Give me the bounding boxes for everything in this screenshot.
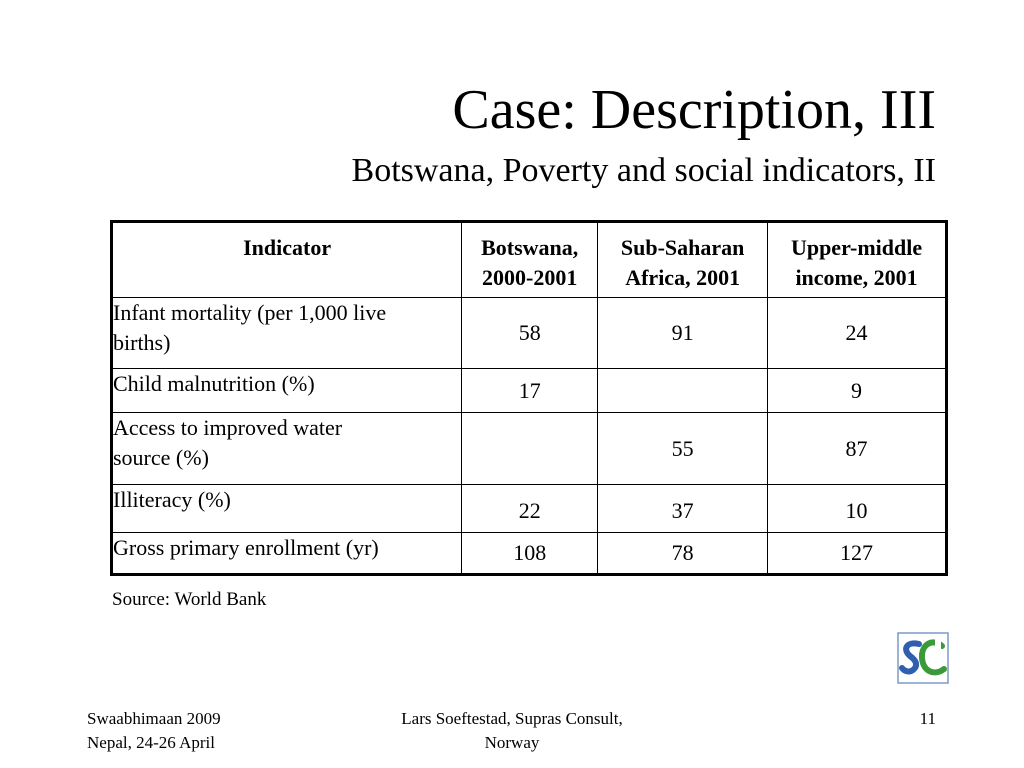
header-line: Upper-middle [790,235,923,260]
cell-upper-middle-income: 10 [768,485,947,533]
cell-upper-middle-income: 87 [768,413,947,485]
indicator-label [112,533,462,575]
label-line: Child malnutrition (%) [113,371,315,396]
table-row [112,485,947,533]
footer-line: Nepal, 24-26 April [87,733,215,752]
cell-botswana: 22 [462,485,598,533]
cell-sub-saharan-africa: 91 [598,298,768,369]
indicators-table [110,220,948,576]
header-line: Sub-Saharan [620,235,745,260]
footer-author [362,707,662,755]
slide-title: Case: Description, III [452,79,936,141]
label-line: Illiteracy (%) [113,487,231,512]
indicator-label [112,369,462,413]
table-row [112,298,947,369]
indicator-label [112,298,462,369]
footer-line: Swaabhimaan 2009 [87,709,221,728]
slide-subtitle: Botswana, Poverty and social indicators, II [351,152,936,189]
page-number: 11 [919,709,936,728]
header-line: Indicator [243,235,332,260]
indicator-label [112,485,462,533]
cell-upper-middle-income: 127 [768,533,947,575]
source-note: Source: World Bank [112,589,267,610]
label-line: Infant mortality (per 1,000 live [113,300,387,325]
table-row [112,369,947,413]
cell-upper-middle-income: 9 [768,369,947,413]
column-header-sub-saharan-africa [598,222,768,298]
header-line: 2000-2001 [482,265,578,290]
column-header-indicator [112,222,462,298]
header-line: Africa, 2001 [625,265,741,290]
cell-sub-saharan-africa: 78 [598,533,768,575]
header-line: income, 2001 [795,265,918,290]
cell-botswana: 58 [462,298,598,369]
table-header-row [112,222,947,298]
cell-sub-saharan-africa [598,369,768,413]
column-header-botswana [462,222,598,298]
cell-botswana: 17 [462,369,598,413]
footer-line: Norway [484,733,540,752]
cell-sub-saharan-africa: 55 [598,413,768,485]
header-line: Botswana, [481,235,579,260]
footer-line: Lars Soeftestad, Supras Consult, [401,709,623,728]
label-line: births) [113,330,171,355]
indicator-label [112,413,462,485]
logo-cut [935,637,941,649]
cell-botswana: 108 [462,533,598,575]
cell-sub-saharan-africa: 37 [598,485,768,533]
footer-event [87,707,221,755]
cell-upper-middle-income: 24 [768,298,947,369]
label-line: Access to improved water [113,415,343,440]
label-line: Gross primary enrollment (yr) [113,535,379,560]
table-row [112,533,947,575]
column-header-upper-middle-income [768,222,947,298]
label-line: source (%) [113,445,209,470]
cell-botswana [462,413,598,485]
supras-consult-logo [897,632,949,684]
table-row [112,413,947,485]
